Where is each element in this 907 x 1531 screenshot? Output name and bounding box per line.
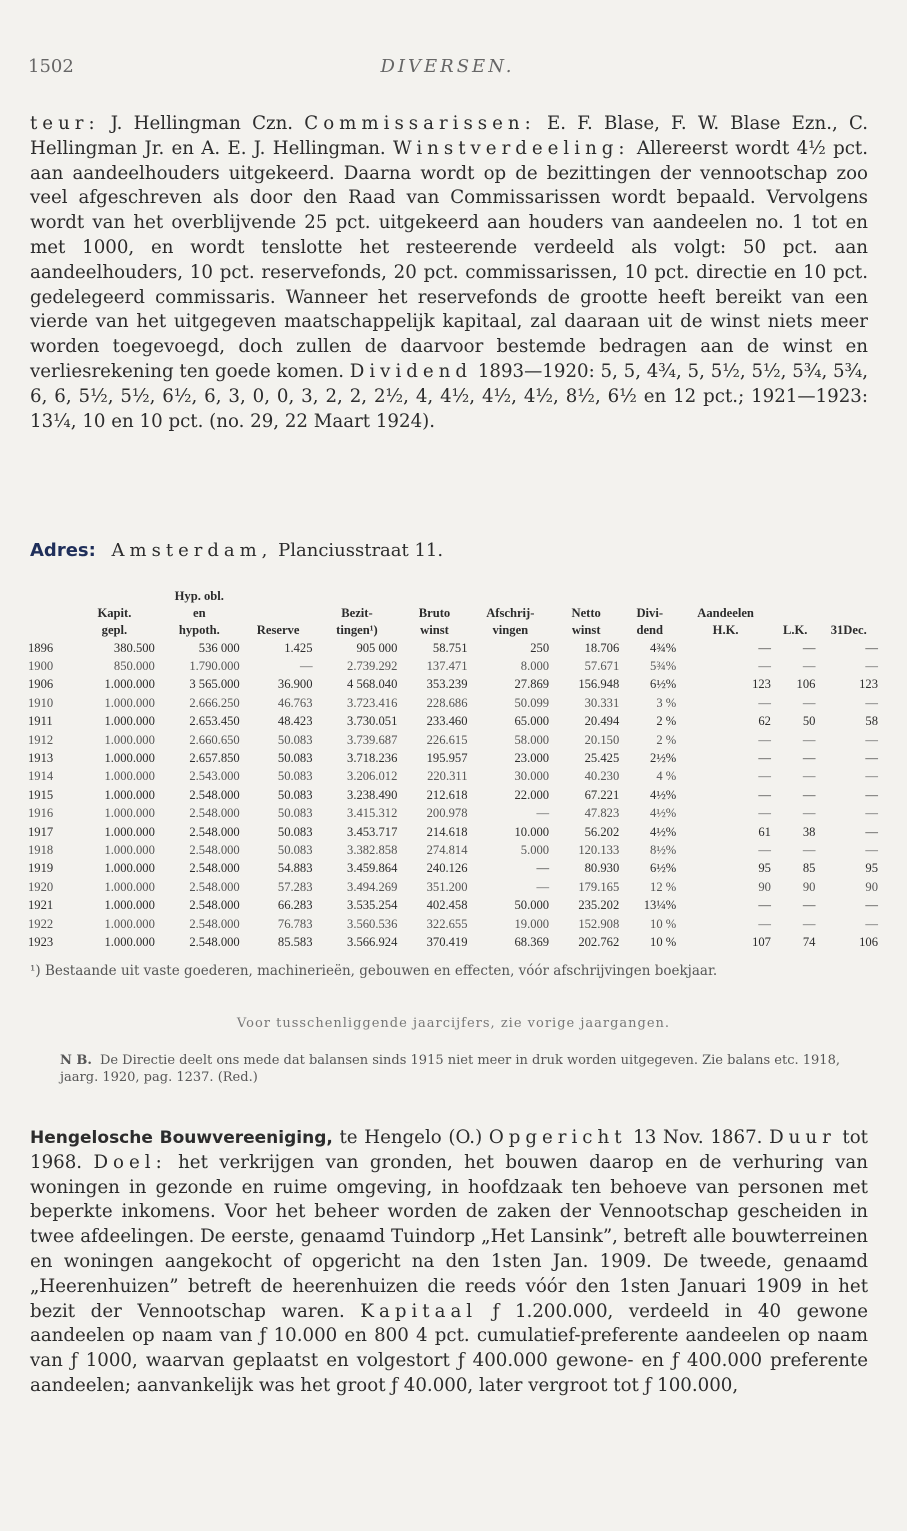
table-cell: 3.459.864 [347,861,398,876]
table-cell: 90 [758,879,771,894]
header-cell [399,588,469,605]
year-cell: 1912 [28,732,54,747]
table-cell: — [802,916,816,931]
header-cell: en [192,606,206,620]
table-cell: 1.000.000 [104,714,155,729]
table-cell: 66.283 [277,898,313,913]
year-cell: 1914 [28,769,54,784]
header-cell [678,588,773,605]
table-cell: 2.548.000 [189,861,240,876]
prose2-segment: Hengelosche Bouwvereeniging, [30,1128,333,1148]
address-line [30,540,443,561]
table-cell: 3.494.269 [347,879,398,894]
table-cell: — [802,640,816,655]
header-row [26,588,880,605]
header-cell [470,588,552,605]
table-row [26,639,880,657]
table-cell: 536 000 [198,640,240,655]
table-cell: 90 [865,879,878,894]
table-cell: 2.666.250 [189,695,240,710]
table-cell: 1.000.000 [104,695,155,710]
year-cell: 1917 [28,824,54,839]
prose2-segment: 13 Nov. 1867. [626,1127,770,1148]
prose1-segment: Dividend [349,360,473,382]
table-cell: 3.382.858 [347,842,398,857]
table-cell: 106 [796,677,816,692]
table-cell: 47.823 [584,806,620,821]
table-cell: 200.978 [426,806,468,821]
header-cell: winst [420,623,449,637]
header-cell: dend [636,623,664,637]
table-cell: 202.762 [578,934,620,949]
table-cell: — [802,732,816,747]
table-cell: 3.560.536 [347,916,398,931]
header-cell: vingen [492,623,529,637]
table-cell: 2 % [656,714,677,729]
table-cell: 351.200 [426,879,468,894]
nb-text: De Directie deelt ons mede dat balansen sinds 1915 niet meer in druk worden uitgegeven. Zie balans etc. 1918, jaarg. 1920, pag. 1237. (Red.) [60,1053,840,1085]
table-cell: 120.133 [578,842,620,857]
table-cell: — [536,879,550,894]
table-row [26,657,880,675]
table-row [26,878,880,896]
table-cell: 3.453.717 [347,824,398,839]
table-cell: 50.000 [514,898,550,913]
table-cell: 1.000.000 [104,879,155,894]
year-cell: 1913 [28,751,54,766]
table-cell: 6½% [650,677,677,692]
header-cell [621,588,678,605]
table-cell: 4¾% [650,640,677,655]
table-cell: 67.221 [584,787,620,802]
table-cell: 850.000 [113,659,155,674]
table-cell: 1.000.000 [104,861,155,876]
table-cell: 4 % [656,769,677,784]
header-cell [817,588,880,605]
prose1-segment: E. F. Blase, F. W. Blase Ezn., C. Hellingman Jr. en A. E. J. Hellingman. [30,113,868,159]
table-cell: 61 [758,824,771,839]
intermediate-years-note: Voor tusschenliggende jaarcijfers, zie vorige jaargangen. [236,1016,671,1031]
financial-table [26,588,880,952]
year-cell: 1919 [28,861,54,876]
prose2-segment: Doel: [93,1151,167,1173]
table-cell: 62 [758,714,771,729]
table-cell: — [802,751,816,766]
table-cell: 58.751 [432,640,468,655]
header-cell: Aandeelen [697,606,754,620]
table-cell: — [802,659,816,674]
table-cell: — [299,659,313,674]
table-cell: 2.548.000 [189,916,240,931]
table-cell: — [865,842,878,857]
table-header [26,588,880,639]
table-cell: 2.548.000 [189,824,240,839]
year-cell: 1922 [28,916,54,931]
prose1-segment: Winstverdeeling: [392,137,630,159]
table-cell: — [865,916,878,931]
table-cell: — [865,787,878,802]
year-cell: 1910 [28,695,54,710]
nb-label: N B. [60,1053,92,1068]
table-cell: 2.548.000 [189,898,240,913]
table-cell: — [802,769,816,784]
table-cell: 65.000 [514,714,550,729]
prose1-segment: J. Hellingman Czn. [99,113,305,134]
table-cell: 30.331 [584,695,620,710]
prose1-segment: 1893—1920: 5, 5, 4¾, 5, 5½, 5½, 5¾, 5¾, 6, 6, 5½, 5½, 6½, 6, 3, 0, 0, 3, 2, 2, 2½, 4, 4½, 4½, 4½, 8½, 6½ en 12 pct.; 1921—1923: 13¼, 10 en 10 pct. (no. 29, 22 Maart 1924). [30,360,868,432]
table-cell: 3.535.254 [347,898,398,913]
table-cell: 3.566.924 [347,934,398,949]
table-cell: 4½% [650,806,677,821]
hengelosche-paragraph [30,1126,868,1399]
table-cell: 50.099 [514,695,550,710]
table-cell: 3.723.416 [347,695,398,710]
table-cell: — [758,659,771,674]
header-cell: hypoth. [178,623,220,637]
prose2-segment: tot 1968. [30,1127,868,1173]
table-cell: — [758,732,771,747]
table-cell: 1.000.000 [104,934,155,949]
table-cell: 50.083 [277,732,313,747]
table-cell: — [865,640,878,655]
table-cell: 58.000 [514,732,550,747]
table-cell: 195.957 [426,751,468,766]
header-cell: Bruto [418,606,451,620]
table-cell: — [758,898,771,913]
table-cell: 48.423 [277,714,313,729]
table-cell: 1.000.000 [104,842,155,857]
table-cell: 250 [530,640,550,655]
table-cell: 274.814 [426,842,468,857]
table-cell: — [758,806,771,821]
table-cell: 370.419 [426,934,468,949]
page-number: 1502 [28,56,74,77]
table-cell: 1.000.000 [104,898,155,913]
prose1-segment: Allereerst wordt 4½ pct. aan aandeelhouders uitgekeerd. Daarna wordt op de bezittingen der vennootschap zoo veel afgeschreven als door den Raad van Commissarissen wordt bepaald. Vervolgens wordt van het overblijvende 25 pct. uitgekeerd aan houders van aandeelen no. 1 tot en met 1000, en wordt tenslotte het resteerende verdeeld als volgt: 50 pct. aan aandeelhouders, 10 pct. reservefonds, 20 pct. commissarissen, 10 pct. directie en 10 pct. gedelegeerd commissaris. Wanneer het reservefonds de grootte heeft bereikt van een vierde van het uitgegeven maatschappelijk kapitaal, zal daaraan uit de winst niets meer worden toegevoegd, doch zullen de daarvoor bestemde bedragen aan de winst en verliesrekening ten goede komen. [30,137,868,382]
header-cell [242,605,315,622]
table-cell: 10 % [650,916,677,931]
table-cell: 8½% [650,842,677,857]
table-cell: 23.000 [514,751,550,766]
table-cell: 50.083 [277,806,313,821]
table-cell: — [802,806,816,821]
header-cell: Hyp. obl. [174,589,224,603]
header-cell: tingen¹) [336,623,378,637]
table-cell: 240.126 [426,861,468,876]
header-cell [817,605,880,622]
table-cell: — [758,751,771,766]
table-cell: 54.883 [277,861,313,876]
table-cell: 4 568.040 [347,677,398,692]
table-cell: — [865,732,878,747]
table-row [26,749,880,767]
table-cell: — [802,787,816,802]
table-cell: 2.548.000 [189,842,240,857]
table-cell: 353.239 [426,677,468,692]
table-cell: 68.369 [514,934,550,949]
table-cell: 85 [802,861,816,876]
table-cell: 50.083 [277,751,313,766]
table-cell: 90 [802,879,816,894]
table-cell: 20.150 [584,732,620,747]
table-cell: 1.000.000 [104,787,155,802]
table-cell: 25.425 [584,751,620,766]
table-cell: 228.686 [426,695,468,710]
table-cell: 3.718.236 [347,751,398,766]
table-row [26,896,880,914]
table-cell: 1.000.000 [104,751,155,766]
table-cell: — [865,659,878,674]
table-cell: 1.000.000 [104,824,155,839]
table-cell: 2.543.000 [189,769,240,784]
table-cell: 10.000 [514,824,550,839]
table-cell: — [802,695,816,710]
table-cell: 22.000 [514,787,550,802]
table-cell: 8.000 [520,659,550,674]
table-cell: 905 000 [356,640,398,655]
table-cell: — [536,806,550,821]
header-cell [242,588,315,605]
table-cell: 30.000 [514,769,550,784]
table-cell: — [758,769,771,784]
prose1-segment: teur: [30,113,100,134]
table-cell: 3.739.687 [347,732,398,747]
header-row [26,605,880,622]
table-cell: — [802,898,816,913]
table-row [26,805,880,823]
table-cell: 226.615 [426,732,468,747]
table-cell: 214.618 [426,824,468,839]
table-cell: 74 [802,934,816,949]
table-cell: 12 % [650,879,677,894]
table-cell: 1.000.000 [104,732,155,747]
table-cell: 36.900 [277,677,313,692]
table-cell: 152.908 [578,916,620,931]
table-cell: 2½% [650,751,677,766]
table-cell: — [865,898,878,913]
table-cell: 95 [865,861,878,876]
header-cell: Netto [571,606,601,620]
header-cell: gepl. [101,623,128,637]
table-cell: 2.657.850 [189,751,240,766]
table-cell: 3.238.490 [347,787,398,802]
year-cell: 1923 [28,934,54,949]
table-cell: 76.783 [277,916,313,931]
table-row [26,676,880,694]
table-cell: 50.083 [277,824,313,839]
table-cell: — [758,842,771,857]
year-cell: 1916 [28,806,54,821]
year-cell: 1900 [28,659,54,674]
table-cell: 322.655 [426,916,468,931]
table-cell: 46.763 [277,695,313,710]
table-cell: 3 565.000 [189,677,240,692]
table-cell: 27.869 [514,677,550,692]
header-cell: Afschrij- [486,606,535,620]
table-cell: 58 [865,714,878,729]
table-cell: 40.230 [584,769,620,784]
table-cell: 18.706 [584,640,620,655]
table-cell: 4½% [650,787,677,802]
table-cell: 1.000.000 [104,806,155,821]
table-cell: — [758,916,771,931]
table-cell: — [865,695,878,710]
year-cell: 1906 [28,677,54,692]
table-cell: 2.653.450 [189,714,240,729]
table-cell: 3.730.051 [347,714,398,729]
table-cell: 2.548.000 [189,879,240,894]
table-cell: 2.739.292 [347,659,398,674]
prose2-segment: Opgericht [488,1127,627,1148]
table-cell: — [758,787,771,802]
year-cell: 1920 [28,879,54,894]
table-cell: 123 [752,677,771,692]
table-cell: 3 % [656,695,677,710]
prose2-segment: te Hengelo (O.) [332,1127,489,1148]
table-cell: 2.548.000 [189,787,240,802]
header-cell [26,622,72,639]
table-cell: — [536,861,550,876]
header-cell [315,588,400,605]
header-cell [773,588,817,605]
table-cell: 4½% [650,824,677,839]
table-body [26,639,880,952]
table-cell: 179.165 [578,879,620,894]
year-cell: 1921 [28,898,54,913]
table-row [26,823,880,841]
table-cell: 20.494 [584,714,620,729]
header-cell [26,588,72,605]
table-cell: 123 [859,677,878,692]
table-cell: 3.415.312 [347,806,398,821]
header-cell [72,588,157,605]
table-cell: 50.083 [277,769,313,784]
header-cell [773,605,817,622]
table-cell: 2.660.650 [189,732,240,747]
table-cell: 13¼% [643,898,677,913]
table-cell: 106 [859,934,878,949]
table-row [26,694,880,712]
prose1-segment: Commissarissen: [304,113,536,134]
table-cell: 156.948 [578,677,620,692]
page-header [28,56,867,86]
table-cell: 50.083 [277,787,313,802]
table-cell: 1.000.000 [104,677,155,692]
table-cell: — [865,769,878,784]
table-cell: 3.206.012 [347,769,398,784]
table-cell: 50 [802,714,816,729]
table-cell: 380.500 [113,640,155,655]
table-cell: 19.000 [514,916,550,931]
table-cell: 137.471 [426,659,468,674]
table-cell: 220.311 [427,769,468,784]
year-cell: 1915 [28,787,54,802]
header-cell [551,588,621,605]
table-cell: 95 [758,861,771,876]
table-row [26,933,880,951]
table-cell: 212.618 [426,787,468,802]
table-cell: 85.583 [277,934,313,949]
header-cell: Divi- [636,606,664,620]
table-cell: 2 % [656,732,677,747]
header-cell: winst [571,623,601,637]
table-cell: — [865,824,878,839]
table-cell: 1.000.000 [104,769,155,784]
table-cell: — [865,751,878,766]
address-street: Planciusstraat 11. [278,540,444,561]
year-cell: 1918 [28,842,54,857]
table-cell: 5.000 [520,842,550,857]
prose2-segment: ƒ 1.200.000, verdeeld in 40 gewone aandeelen op naam van ƒ 10.000 en 800 4 pct. cumulatief-preferente aandeelen op naam van ƒ 1000, waarvan geplaatst en volgestort ƒ 400.000 gewone- en ƒ 400.000 preferente aandeelen; aanvankelijk was het groot ƒ 40.000, later vergroot tot ƒ 100.000, [30,1300,868,1396]
table-cell: 235.202 [578,898,620,913]
table-row [26,768,880,786]
year-cell: 1911 [28,714,53,729]
table-cell: 1.790.000 [189,659,240,674]
address-label: Adres: [30,540,96,561]
table-cell: 57.671 [584,659,620,674]
table-cell: 1.425 [284,640,313,655]
address-city: Amsterdam, [111,540,273,561]
table-cell: 50.083 [277,842,313,857]
company-description-paragraph [30,112,868,434]
prose2-segment: het verkrijgen van gronden, het bouwen daarop en de verhuring van woningen in gezonde en ruime omgeving, in hoofdzaak ten behoeve van personen met beperkte inkomens. Voor het beheer worden de zaken der Vennootschap gescheiden in twee afdeelingen. De eerste, genaamd Tuindorp „Het Lansink”, betreft alle bouwterreinen en woningen aangekocht of opgericht na den 1sten Jan. 1909. De tweede, genaamd „Heerenhuizen” betreft de heerenhuizen die reeds vóór den 1sten Januari 1909 in het bezit der Vennootschap waren. [30,1151,868,1322]
table-cell: 1.000.000 [104,916,155,931]
table-cell: 80.930 [584,861,620,876]
prose2-segment: Duur [769,1127,836,1148]
header-cell [26,605,72,622]
table-cell: 6½% [650,861,677,876]
table-cell: — [865,806,878,821]
prose2-segment: Kapitaal [360,1300,478,1322]
table-cell: 57.283 [277,879,313,894]
header-cell: H.K. [712,623,739,637]
header-row [26,622,880,639]
header-cell: Bezit- [341,606,373,620]
header-cell: Kapit. [97,606,132,620]
table-row [26,860,880,878]
table-cell: 38 [802,824,816,839]
table-cell: 402.458 [426,898,468,913]
table-cell: 5¾% [650,659,677,674]
table-footnote: ¹) Bestaande uit vaste goederen, machinerieën, gebouwen en effecten, vóór afschrijvingen boekjaar. [30,963,718,979]
header-cell: 31Dec. [830,623,867,637]
table-row [26,915,880,933]
table-cell: 233.460 [426,714,468,729]
table-cell: — [758,695,771,710]
table-cell: 2.548.000 [189,934,240,949]
header-cell: L.K. [782,623,808,637]
table-cell: 56.202 [584,824,620,839]
running-title: DIVERSEN. [380,56,515,77]
table-row [26,713,880,731]
header-cell: Reserve [256,623,300,637]
table-row [26,731,880,749]
table-row [26,841,880,859]
table-cell: 107 [752,934,771,949]
table-cell: — [802,842,816,857]
nb-note [60,1052,876,1086]
year-cell: 1896 [28,640,54,655]
table-cell: 2.548.000 [189,806,240,821]
table-row [26,786,880,804]
table-cell: — [758,640,771,655]
table-cell: 10 % [650,934,677,949]
